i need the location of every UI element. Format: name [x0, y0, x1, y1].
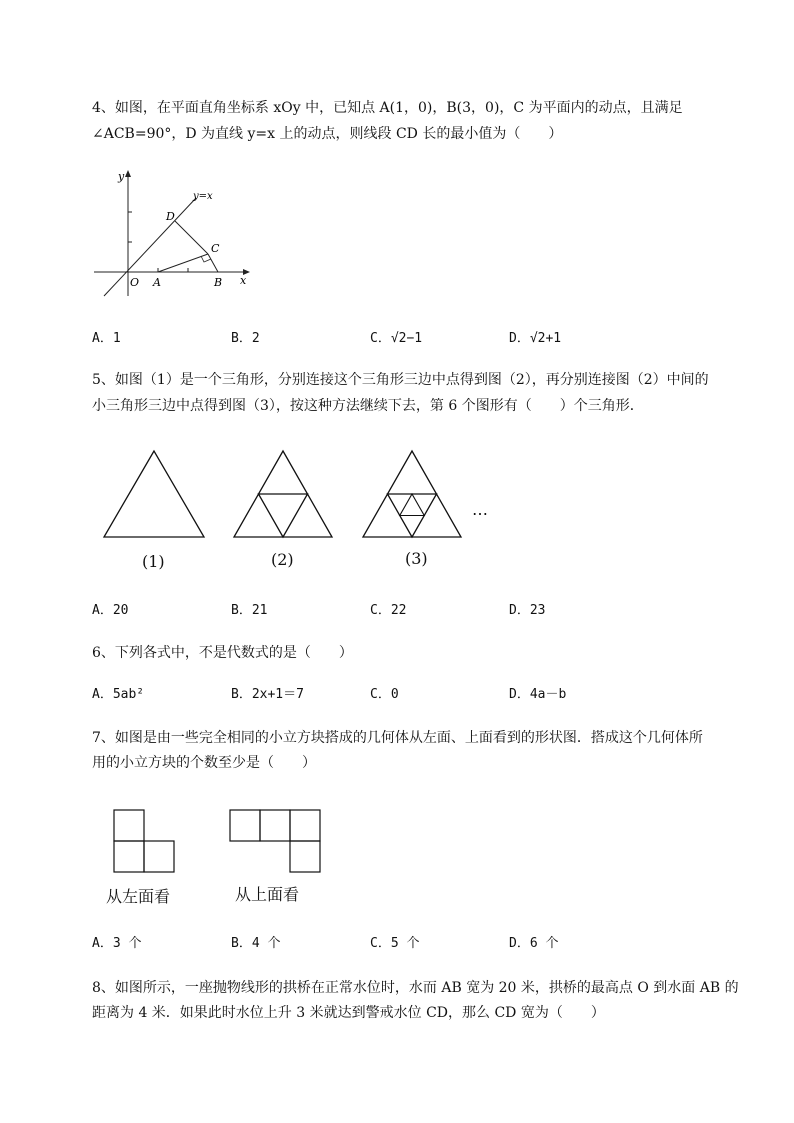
- label-x: x: [240, 274, 247, 287]
- q6-stem-line1: 6、下列各式中，不是代数式的是（ ）: [92, 645, 353, 661]
- q7-left-view-grid: [112, 808, 176, 874]
- q5-stem-line1: 5、如图（1）是一个三角形，分别连接这个三角形三边中点得到图（2），再分别连接图（2）中间的: [92, 372, 709, 388]
- q5-stem-line2: 小三角形三边中点得到图（3），按这种方法继续下去，第 6 个图形有（ ）个三角形．: [92, 398, 644, 414]
- triangle-fig1: [104, 451, 204, 537]
- q6-option-a[interactable]: A．5ab²: [92, 687, 145, 702]
- label-B: B: [214, 276, 223, 289]
- q4-option-b[interactable]: B．2: [231, 331, 260, 346]
- q7-option-b[interactable]: B．4 个: [231, 936, 281, 951]
- q5-option-c[interactable]: C．22: [370, 603, 407, 618]
- q5-caption-3: (3): [405, 549, 428, 568]
- label-yx: y=x: [193, 191, 213, 202]
- label-D: D: [166, 210, 175, 223]
- q4-option-c[interactable]: C．√2−1: [370, 331, 423, 346]
- q4-option-a[interactable]: A．1: [92, 331, 121, 346]
- q5-triangle-figures: [100, 445, 500, 545]
- q5-ellipsis: …: [472, 500, 488, 519]
- q8-stem-line1: 8、如图所示，一座抛物线形的拱桥在正常水位时，水而 AB 宽为 20 米，拱桥的最高点 O 到水面 AB 的: [92, 980, 739, 996]
- q4-stem-line1: 4、如图，在平面直角坐标系 xOy 中，已知点 A(1，0)，B(3，0)，C 为平面内的动点，且满足: [92, 100, 683, 116]
- q5-caption-1: (1): [142, 552, 165, 571]
- q5-caption-2: (2): [271, 550, 294, 569]
- label-O: O: [130, 276, 140, 289]
- q8-stem-line2: 距离为 4 米．如果此时水位上升 3 米就达到警戒水位 CD，那么 CD 宽为（ ）: [92, 1005, 605, 1021]
- q4-option-d[interactable]: D．√2+1: [509, 331, 562, 346]
- q6-option-c[interactable]: C．0: [370, 687, 399, 702]
- label-A: A: [153, 276, 161, 289]
- q6-option-b[interactable]: B．2x+1＝7: [231, 687, 304, 702]
- q6-option-d[interactable]: D．4a－b: [509, 687, 567, 702]
- q7-top-view-grid: [228, 808, 322, 874]
- label-C: C: [211, 242, 220, 255]
- q7-caption-top-view: 从上面看: [235, 885, 300, 904]
- q7-option-d[interactable]: D．6 个: [509, 936, 559, 951]
- q5-option-a[interactable]: A．20: [92, 603, 129, 618]
- q5-option-d[interactable]: D．23: [509, 603, 546, 618]
- q7-caption-left-view: 从左面看: [106, 887, 171, 906]
- q7-option-c[interactable]: C．5 个: [370, 936, 420, 951]
- q7-option-a[interactable]: A．3 个: [92, 936, 142, 951]
- q7-stem-line1: 7、如图是由一些完全相同的小立方块搭成的几何体从左面、上面看到的形状图．搭成这个几何体所: [92, 730, 703, 746]
- q7-stem-line2: 用的小立方块的个数至少是（ ）: [92, 755, 316, 771]
- q4-stem-line2: ∠ACB=90°，D 为直线 y=x 上的动点，则线段 CD 长的最小值为（ ）: [92, 126, 563, 142]
- label-y: y: [118, 170, 125, 183]
- q5-option-b[interactable]: B．21: [231, 603, 268, 618]
- q4-coordinate-figure: [90, 168, 252, 300]
